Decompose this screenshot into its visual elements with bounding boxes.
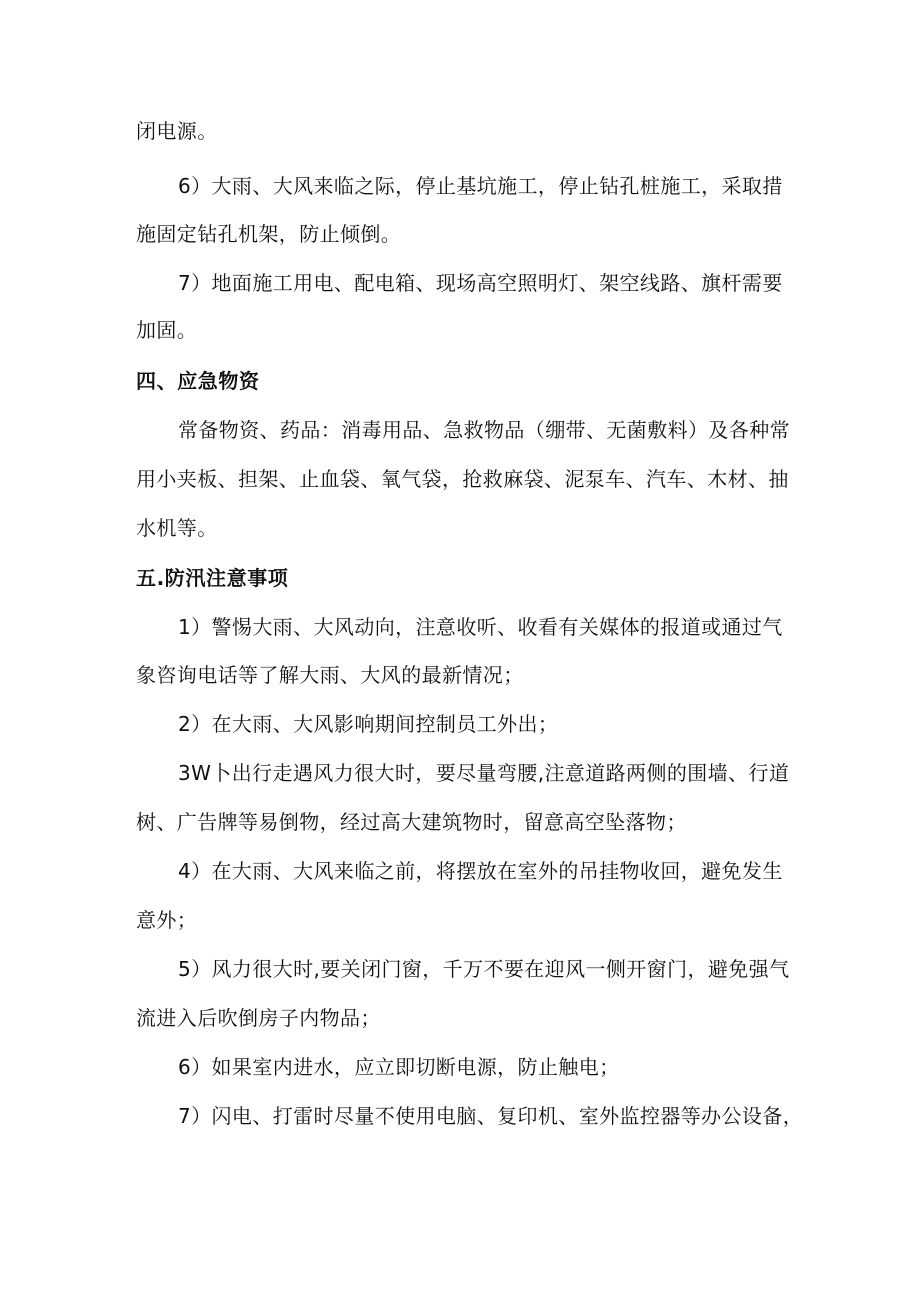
section-heading: 四、应急物资 [136, 369, 260, 393]
text-line: 4）在大雨、大风来临之前，将摆放在室外的吊挂物收回，避免发生 [178, 859, 783, 883]
text-line: 6）如果室内进水，应立即切断电源，防止触电； [178, 1055, 620, 1079]
text-line: 施固定钻孔机架，防止倾倒。 [136, 222, 402, 246]
text-line: 意外； [136, 908, 198, 932]
text-line: 1）警惕大雨、大风动向，注意收听、收看有关媒体的报道或通过气 [178, 615, 783, 639]
text-line: 5）风力很大时,要关闭门窗，千万不要在迎风一侧开窗门，避免强气 [178, 957, 790, 981]
text-line: 用小夹板、担架、止血袋、氧气袋，抢救麻袋、泥泵车、汽车、木材、抽 [136, 467, 789, 491]
text-line: 象咨询电话等了解大雨、大风的最新情况； [136, 663, 524, 687]
text-line: 6）大雨、大风来临之际，停止基坑施工，停止钻孔桩施工，采取措 [178, 174, 783, 198]
text-line: 2）在大雨、大风影响期间控制员工外出； [178, 712, 559, 736]
text-line: 常备物资、药品：消毒用品、急救物品（绷带、无菌敷料）及各种常 [178, 418, 790, 442]
text-line: 加固。 [136, 318, 198, 342]
text-line: 流进入后吹倒房子内物品； [136, 1006, 381, 1030]
text-line: 3W卜出行走遇风力很大时，要尽量弯腰,注意道路两侧的围墙、行道 [178, 761, 790, 785]
section-heading: 五.防汛注意事项 [136, 566, 289, 590]
text-line: 7）地面施工用电、配电箱、现场高空照明灯、架空线路、旗杆需要 [178, 271, 783, 295]
text-line: 水机等。 [136, 516, 218, 540]
text-line: 7）闪电、打雷时尽量不使用电脑、复印机、室外监控器等办公设备， [178, 1104, 804, 1128]
text-line: 闭电源。 [136, 119, 218, 143]
text-line: 树、广告牌等易倒物，经过高大建筑物时，留意高空坠落物； [136, 810, 687, 834]
